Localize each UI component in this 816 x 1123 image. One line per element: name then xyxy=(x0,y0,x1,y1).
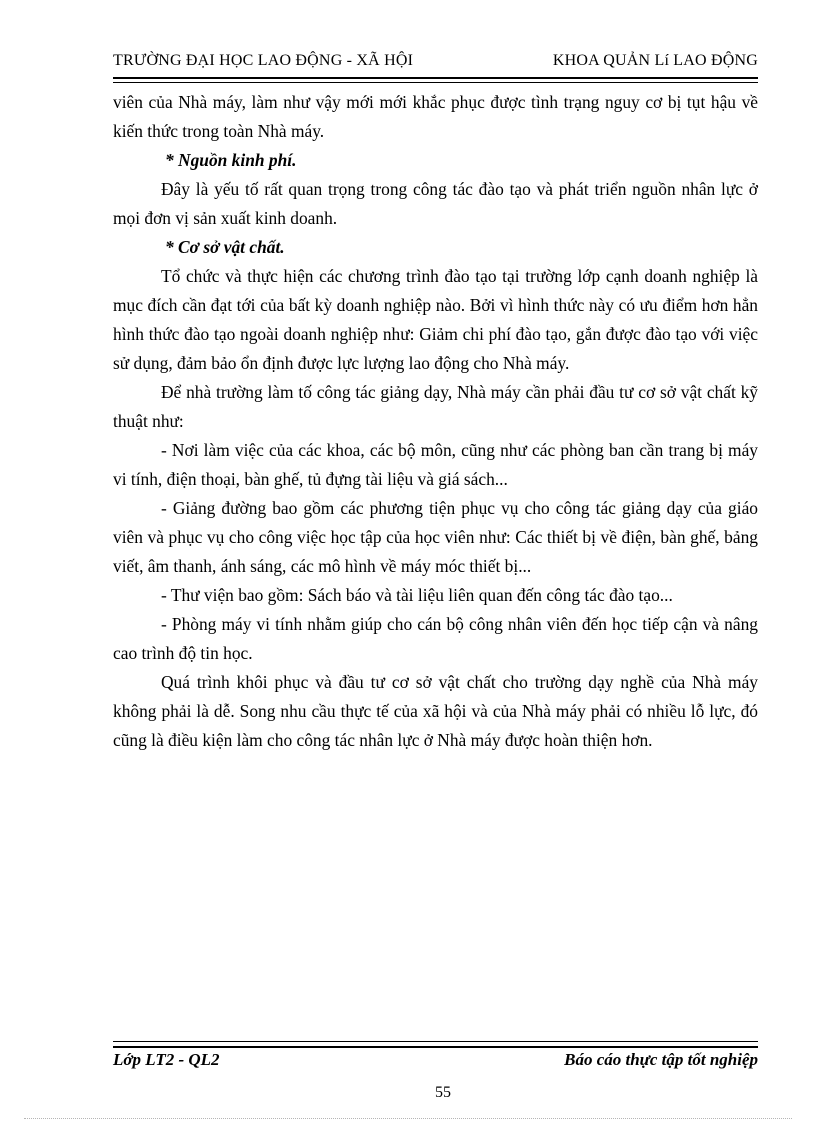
page-header xyxy=(113,52,758,74)
paragraph-continuation: viên của Nhà máy, làm như vậy mới mới khắc phục được tình trạng nguy cơ bị tụt hậu về kiến thức trong toàn Nhà máy. xyxy=(113,92,758,141)
header-university: TRƯỜNG ĐẠI HỌC LAO ĐỘNG - XÃ HỘI xyxy=(113,52,414,69)
list-item-computer-room: - Phòng máy vi tính nhằm giúp cho cán bộ công nhân viên đến học tiếp cận và nâng cao trình độ tin học. xyxy=(113,614,758,663)
page-footer xyxy=(113,1050,758,1074)
footer-class: Lớp LT2 - QL2 xyxy=(113,1050,220,1069)
section-heading-facilities: * Cơ sở vật chất. xyxy=(165,237,285,257)
header-divider xyxy=(113,77,758,83)
header-faculty: KHOA QUẢN Lí LAO ĐỘNG xyxy=(552,52,758,69)
page-number: 55 xyxy=(435,1084,451,1101)
paragraph-funding: Đây là yếu tố rất quan trọng trong công tác đào tạo và phát triển nguồn nhân lực ở mọi đơn vị sản xuất kinh doanh. xyxy=(113,179,758,228)
list-item-library: - Thư viện bao gồm: Sách báo và tài liệu liên quan đến công tác đào tạo... xyxy=(161,585,673,605)
paragraph-facilities-intro: Tổ chức và thực hiện các chương trình đào tạo tại trường lớp cạnh doanh nghiệp là mục đích cần đạt tới của bất kỳ doanh nghiệp nào. Bởi vì hình thức này có ưu điểm hơn hẳn hình thức đào tạo ngoài doanh nghiệp như: Giảm chi phí đào tạo, gắn được đào tạo với việc sử dụng, đảm bảo ổn định được lực lượng lao động cho Nhà máy. xyxy=(113,266,758,373)
section-heading-funding: * Nguồn kinh phí. xyxy=(165,150,297,170)
list-item-workplace: - Nơi làm việc của các khoa, các bộ môn, cũng như các phòng ban cần trang bị máy vi tính, điện thoại, bàn ghế, tủ đựng tài liệu và giá sách... xyxy=(113,440,758,489)
footer-report-title: Báo cáo thực tập tốt nghiệp xyxy=(564,1050,758,1069)
paragraph-investment: Để nhà trường làm tố công tác giảng dạy, Nhà máy cần phải đầu tư cơ sở vật chất kỹ thuật như: xyxy=(113,382,758,431)
footer-divider xyxy=(113,1041,758,1048)
list-item-lecture-hall: - Giảng đường bao gồm các phương tiện phục vụ cho công tác giảng dạy của giáo viên và phục vụ cho công việc học tập của học viên như: Các thiết bị về điện, bàn ghế, bảng viết, âm thanh, ánh sáng, các mô hình về máy móc thiết bị... xyxy=(113,498,758,576)
paragraph-conclusion: Quá trình khôi phục và đầu tư cơ sở vật chất cho trường dạy nghề của Nhà máy không phải là dễ. Song nhu cầu thực tế của xã hội và của Nhà máy phải có nhiều lỗ lực, đó cũng là điều kiện làm cho công tác nhân lực ở Nhà máy được hoàn thiện hơn. xyxy=(113,672,758,750)
document-body xyxy=(113,88,758,755)
page-bottom-border xyxy=(24,1118,792,1119)
